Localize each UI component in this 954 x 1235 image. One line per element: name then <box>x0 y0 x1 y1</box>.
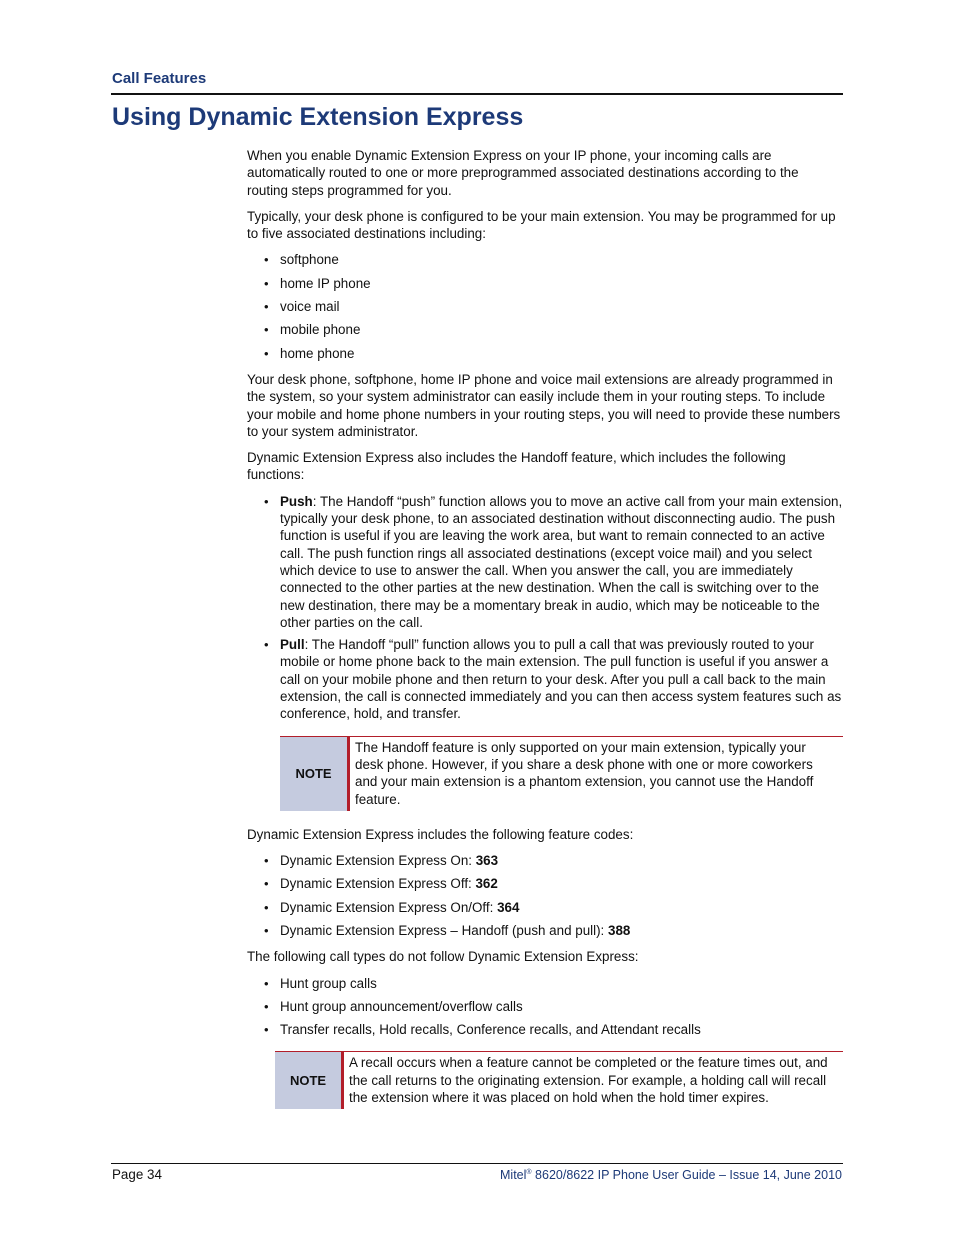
excluded-calls-list <box>247 975 843 1039</box>
footer-reference <box>500 1168 842 1182</box>
list-item <box>247 922 843 939</box>
note-box-handoff <box>280 736 843 811</box>
list-item: • softphone <box>247 251 843 268</box>
header-rule <box>111 93 843 95</box>
list-item <box>247 875 843 892</box>
list-item: • home IP phone <box>247 275 843 292</box>
note-label: NOTE <box>280 737 350 811</box>
feature-codes-list <box>247 852 843 939</box>
feature-code: 364 <box>497 899 520 915</box>
page-title: Using Dynamic Extension Express <box>112 103 524 131</box>
feature-code: 388 <box>608 922 631 938</box>
destinations-intro: Typically, your desk phone is configured to be your main extension. You may be programmed for up to five associated destinations including: <box>247 208 836 242</box>
registered-mark: ® <box>526 1168 532 1176</box>
destinations-list <box>247 251 843 361</box>
codes-intro: Dynamic Extension Express includes the following feature codes: <box>247 826 634 842</box>
note-text: A recall occurs when a feature cannot be completed or the feature times out, and the call returns to the originating extension. For example, a holding call will recall the extension where it was placed on hold when the hold timer expires. <box>349 1055 828 1106</box>
footer-rule <box>111 1163 843 1164</box>
section-label: Call Features <box>112 70 207 87</box>
handoff-list <box>247 493 843 723</box>
list-item: • Hunt group announcement/overflow calls <box>247 998 843 1015</box>
list-item: • mobile phone <box>247 321 843 338</box>
list-item-push <box>247 493 843 631</box>
brand-name: Mitel <box>500 1168 527 1182</box>
term-push: Push <box>280 493 313 509</box>
feature-code: 362 <box>475 876 498 892</box>
note-text: The Handoff feature is only supported on your main extension, typically your desk phone. However, if you share a desk phone with one or more coworkers and your main extension is a phantom extension, you cannot use the Handoff feature. <box>355 739 814 807</box>
code-label: Dynamic Extension Express Off: <box>280 876 476 892</box>
routing-paragraph: Your desk phone, softphone, home IP phone and voice mail extensions are already programmed in the system, so your system administrator can easily include them in your routing steps. To include your mobile and home phone numbers in your routing steps, you will need to provide these numbers to your system administrator. <box>247 371 841 439</box>
guide-title: 8620/8622 IP Phone User Guide – Issue 14, June 2010 <box>531 1168 842 1182</box>
push-description: : The Handoff “push” function allows you to move an active call from your main extension, typically your desk phone, to an associated destination without disconnecting audio. The push function is useful if you are leaving the work area, but want to remain connected to an active call. The push function rings all associated destinations (except voice mail) and you select which device to use to answer the call. When you answer the call, you are immediately connected to the other parties at the new destination. When the call is switching over to the new destination, there may be a momentary break in audio, which may be noticeable to the other parties on the call. <box>280 493 843 630</box>
pull-description: : The Handoff “pull” function allows you to pull a call that was previously routed to your mobile or home phone back to the main extension. The pull function is useful if you answer a call on your mobile phone and then return to your desk. After you pull a call back to the main extension, the call is connected immediately and you can then access system features such as conference, hold, and transfer. <box>280 637 842 722</box>
page-number: Page 34 <box>112 1167 162 1182</box>
list-item: • Hunt group calls <box>247 975 843 992</box>
list-item: • Transfer recalls, Hold recalls, Conference recalls, and Attendant recalls <box>247 1021 843 1038</box>
feature-code: 363 <box>475 853 499 869</box>
note-label: NOTE <box>275 1052 344 1109</box>
code-label: Dynamic Extension Express On/Off: <box>280 899 498 915</box>
list-item: • home phone <box>247 345 843 362</box>
list-item <box>247 899 843 916</box>
list-item-pull <box>247 636 843 722</box>
list-item <box>247 852 843 869</box>
intro-paragraph: When you enable Dynamic Extension Express on your IP phone, your incoming calls are automatically routed to one or more preprogrammed associated destinations according to the routing steps programmed for you. <box>247 148 799 198</box>
main-content <box>247 147 843 1124</box>
excluded-intro: The following call types do not follow Dynamic Extension Express: <box>247 949 639 965</box>
note-box-recall <box>275 1051 843 1109</box>
list-item: • voice mail <box>247 298 843 315</box>
term-pull: Pull <box>280 637 305 653</box>
handoff-intro: Dynamic Extension Express also includes the Handoff feature, which includes the following functions: <box>247 450 786 483</box>
code-label: Dynamic Extension Express On: <box>280 853 476 869</box>
code-label: Dynamic Extension Express – Handoff (push and pull): <box>280 922 608 938</box>
